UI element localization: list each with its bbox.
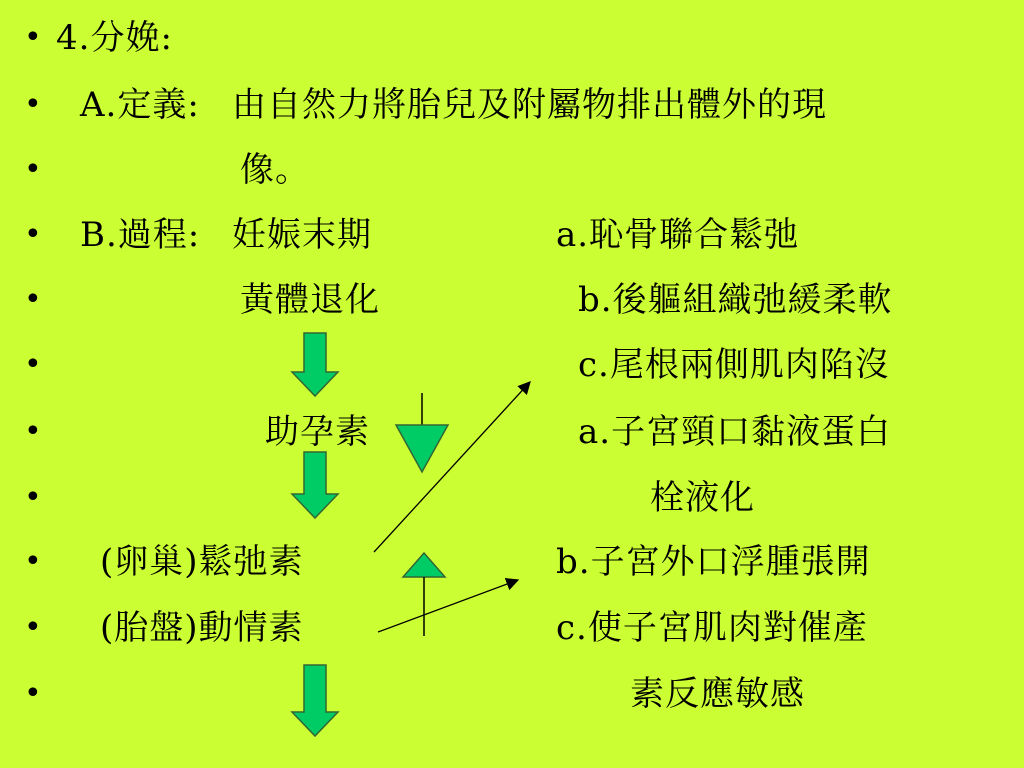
definition-label: A.定義: bbox=[80, 85, 200, 125]
progesterone-label: 助孕素 bbox=[265, 412, 370, 452]
down-block-arrow-3 bbox=[292, 665, 338, 736]
bullet: • bbox=[24, 347, 42, 382]
relaxin-label: (卵巢)鬆弛素 bbox=[100, 542, 304, 582]
decrease-triangle bbox=[396, 425, 448, 472]
effect-c2: c.使子宮肌肉對催產 bbox=[556, 608, 868, 648]
bullet: • bbox=[24, 544, 42, 579]
bullet: • bbox=[24, 87, 42, 122]
effect-b2: b.子宮外口浮腫張開 bbox=[556, 542, 871, 582]
estrogen-effect-arrow bbox=[378, 580, 518, 632]
effect-a2: a.子宮頸口黏液蛋白 bbox=[578, 412, 892, 452]
slide-title: 4.分娩: bbox=[56, 18, 173, 58]
effect-a1: a.恥骨聯合鬆弛 bbox=[556, 215, 800, 255]
definition-text: 由自然力將胎兒及附屬物排出體外的現 bbox=[232, 85, 827, 125]
bullet: • bbox=[24, 610, 42, 645]
process-late-pregnancy: 妊娠末期 bbox=[232, 215, 372, 255]
relaxin-effect-arrow bbox=[374, 382, 530, 552]
process-label: B.過程: bbox=[80, 215, 201, 255]
bullet: • bbox=[24, 676, 42, 711]
down-block-arrow-1 bbox=[292, 333, 338, 396]
effect-c2-cont: 素反應敏感 bbox=[630, 674, 805, 714]
estrogen-label: (胎盤)動情素 bbox=[100, 608, 304, 648]
bullet: • bbox=[24, 20, 42, 55]
effect-a2-cont: 栓液化 bbox=[650, 478, 755, 518]
effect-c1: c.尾根兩側肌肉陷沒 bbox=[578, 345, 890, 385]
bullet: • bbox=[24, 217, 42, 252]
down-block-arrow-2 bbox=[292, 452, 338, 518]
bullet: • bbox=[24, 282, 42, 317]
bullet: • bbox=[24, 152, 42, 187]
bullet: • bbox=[24, 480, 42, 515]
definition-text-cont: 像。 bbox=[240, 150, 310, 190]
increase-triangle bbox=[403, 553, 445, 577]
effect-b1: b.後軀組織弛緩柔軟 bbox=[578, 280, 893, 320]
bullet: • bbox=[24, 414, 42, 449]
process-corpus-luteum-regression: 黃體退化 bbox=[240, 280, 380, 320]
